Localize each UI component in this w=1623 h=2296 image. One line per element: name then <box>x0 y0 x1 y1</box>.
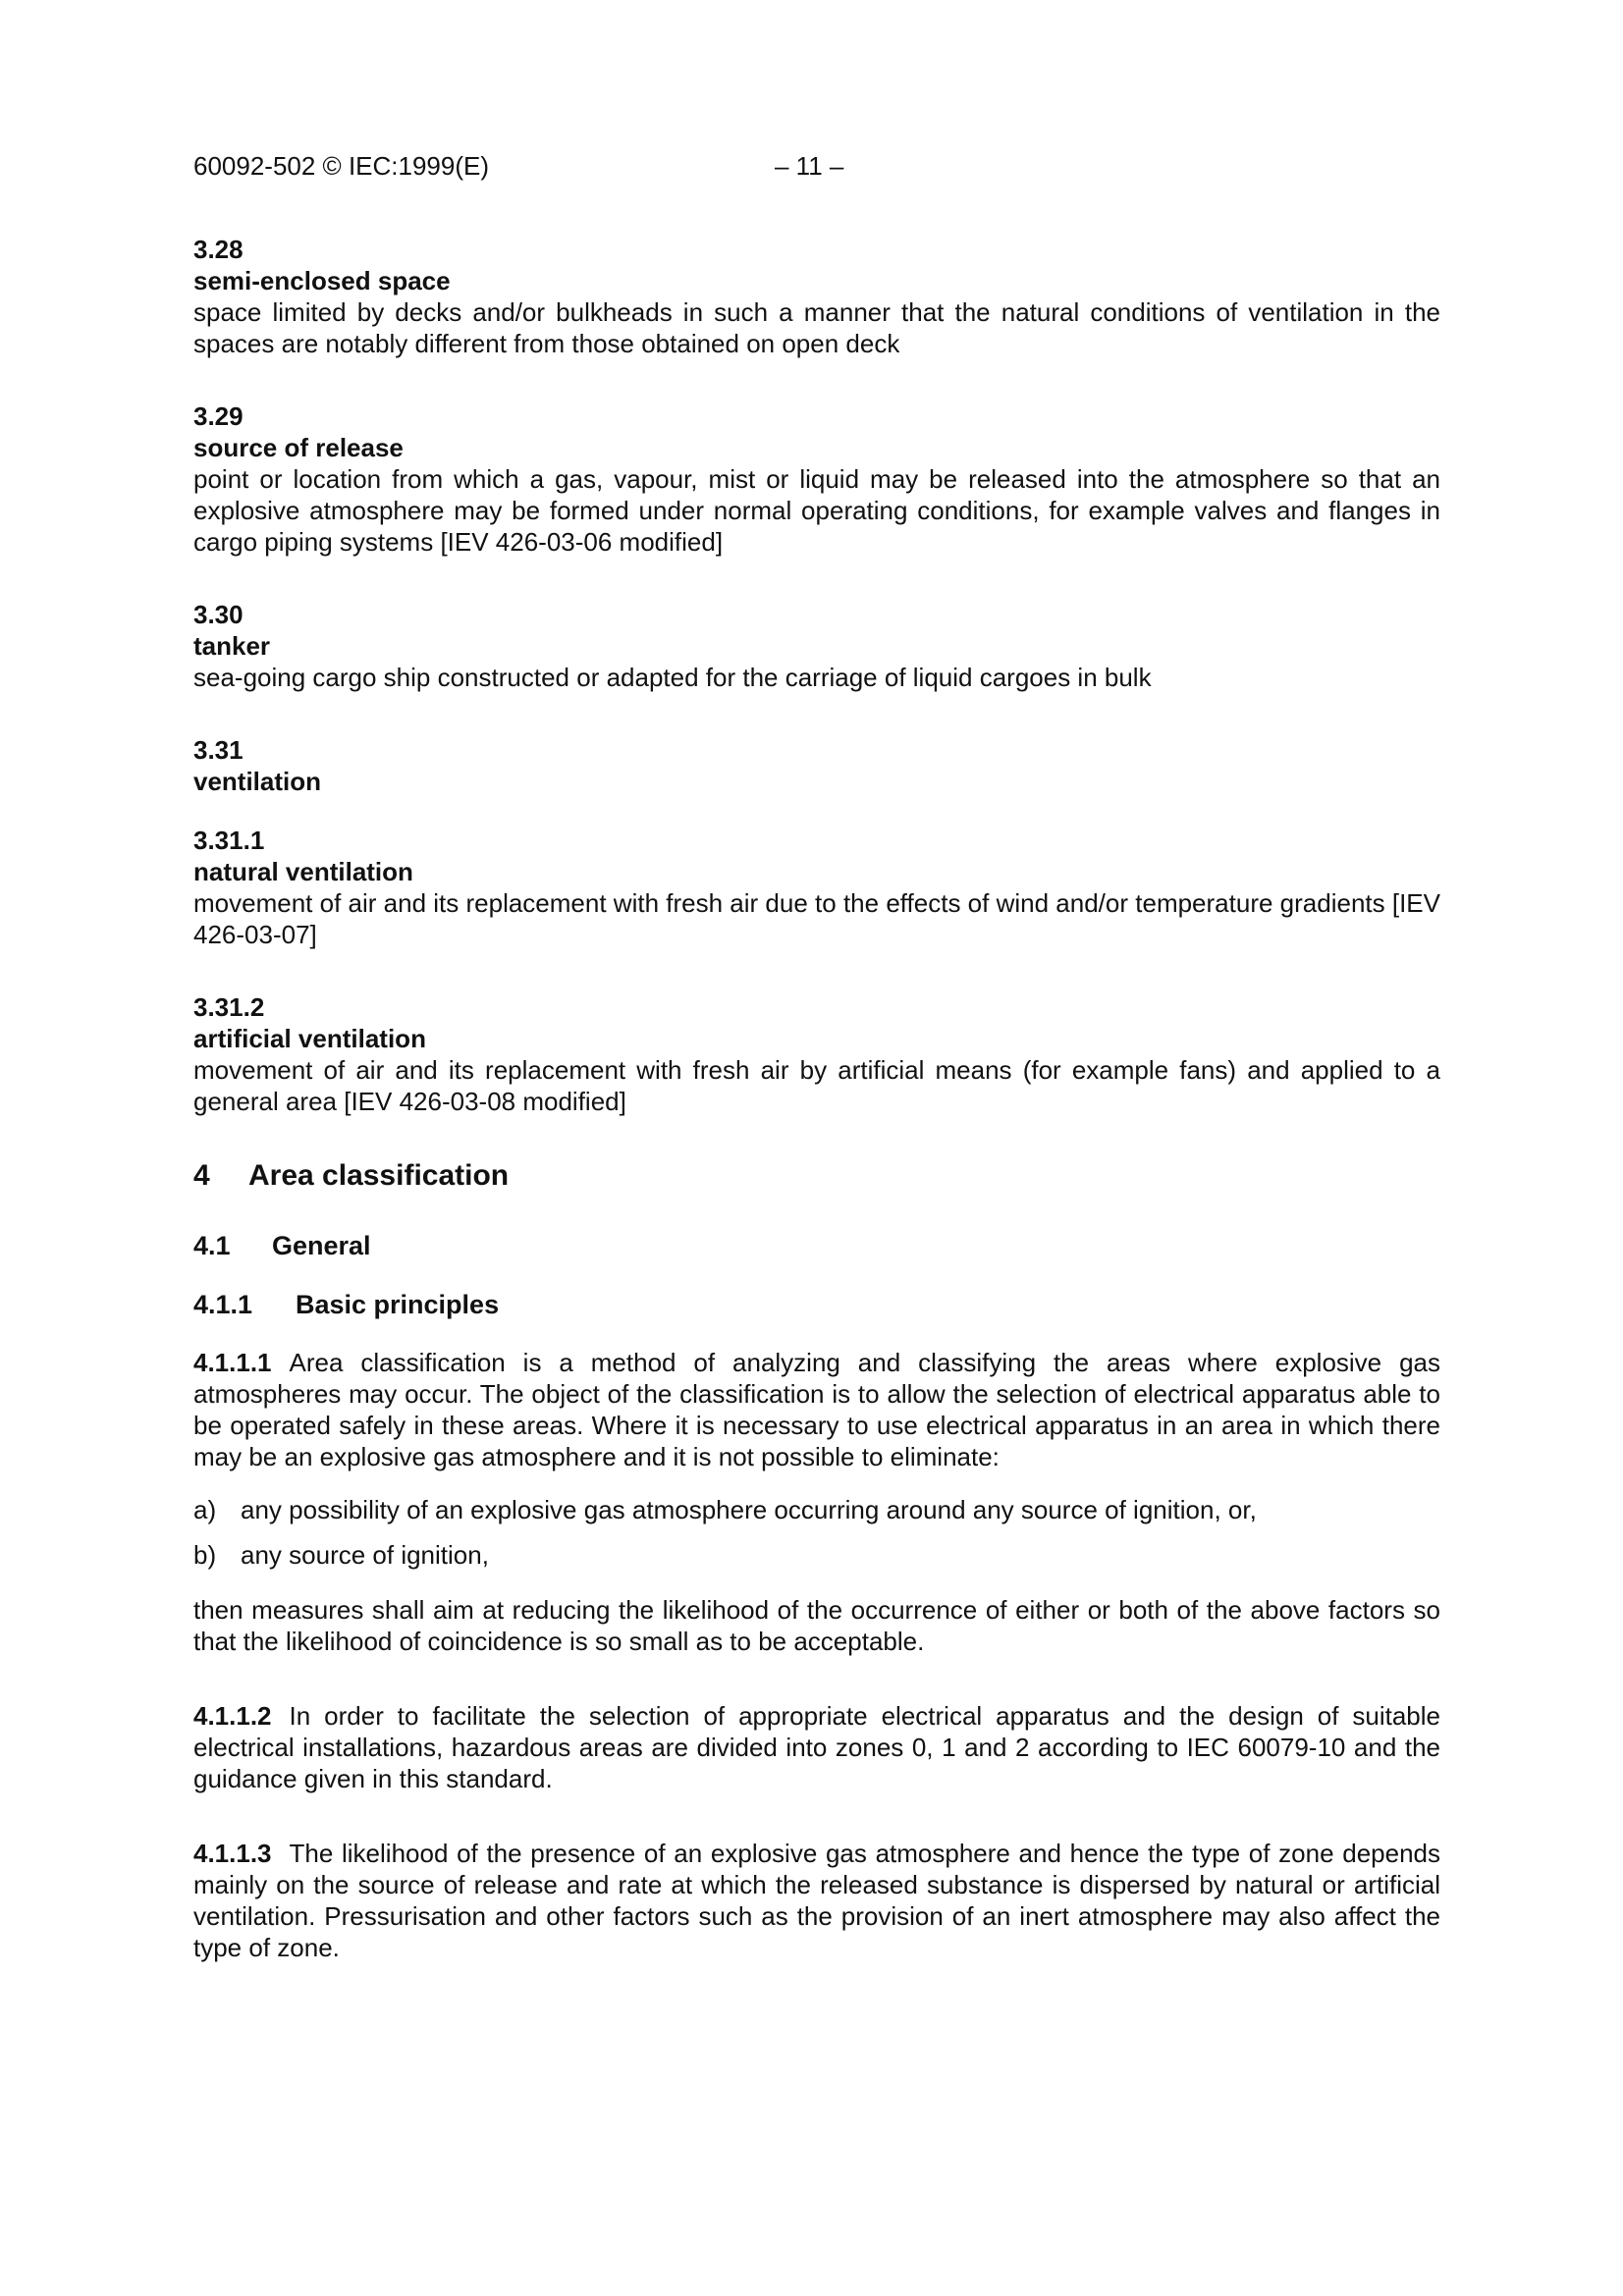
document-id: 60092-502 © IEC:1999(E) <box>193 151 490 181</box>
section-heading <box>193 1158 1440 1194</box>
term-name: artificial ventilation <box>193 1024 426 1053</box>
section-title: Area classification <box>248 1159 510 1192</box>
term-definition: point or location from which a gas, vapour, mist or liquid may be released into the atmosphere so that an explosive atmosphere may be formed under normal operating conditions, for example valves and flanges in cargo piping systems [IEV 426-03-06 modified] <box>193 464 1440 557</box>
list-item <box>193 1494 1440 1525</box>
term-entry <box>193 400 1440 558</box>
list-label: a) <box>193 1495 217 1524</box>
term-definition: movement of air and its replacement with fresh air by artificial means (for example fans) and applied to a general area [IEV 426-03-08 modified] <box>193 1055 1440 1116</box>
clause-text: In order to facilitate the selection of appropriate electrical apparatus and the design of suitable electrical installations, hazardous areas are divided into zones 0, 1 and 2 according to IEC 60079-10 and the guidance given in this standard. <box>193 1701 1440 1793</box>
term-number: 3.31 <box>193 735 243 765</box>
term-name: ventilation <box>193 767 322 796</box>
term-definition: movement of air and its replacement with fresh air due to the effects of wind and/or temperature gradients [IEV 426-03-07] <box>193 888 1440 949</box>
clause-continuation: then measures shall aim at reducing the likelihood of the occurrence of either or both of the above factors so that the likelihood of coincidence is so small as to be acceptable. <box>193 1595 1440 1656</box>
subsection-number: 4.1 <box>193 1231 231 1260</box>
term-number: 3.31.1 <box>193 826 265 855</box>
term-entry <box>193 599 1440 693</box>
clause-number: 4.1.1.3 <box>193 1839 272 1868</box>
list-text: any source of ignition, <box>241 1540 489 1570</box>
term-number: 3.28 <box>193 235 243 264</box>
list-item <box>193 1539 1440 1571</box>
term-name: natural ventilation <box>193 857 413 886</box>
clause-paragraph <box>193 1700 1440 1794</box>
term-name: semi-enclosed space <box>193 266 451 295</box>
subsection-title: General <box>272 1231 371 1260</box>
subsubsection-title: Basic principles <box>296 1290 500 1319</box>
page-content <box>193 234 1440 1985</box>
page-number: – 11 – <box>775 151 844 181</box>
term-number: 3.30 <box>193 600 243 629</box>
list-text: any possibility of an explosive gas atmosphere occurring around any source of ignition, or, <box>241 1495 1257 1524</box>
clause-paragraph <box>193 1838 1440 1963</box>
subsubsection-heading <box>193 1288 1440 1321</box>
term-number: 3.29 <box>193 401 243 431</box>
term-number: 3.31.2 <box>193 992 265 1022</box>
term-entry <box>193 825 1440 950</box>
term-name: tanker <box>193 631 271 661</box>
term-definition: sea-going cargo ship constructed or adapted for the carriage of liquid cargoes in bulk <box>193 663 1152 692</box>
clause-paragraph <box>193 1347 1440 1472</box>
term-definition: space limited by decks and/or bulkheads in such a manner that the natural conditions of ventilation in the spaces are notably different from those obtained on open deck <box>193 297 1440 358</box>
term-entry <box>193 234 1440 359</box>
subsection-heading <box>193 1229 1440 1262</box>
term-entry <box>193 734 1440 797</box>
term-entry <box>193 991 1440 1117</box>
page-header <box>193 149 1440 183</box>
term-name: source of release <box>193 433 404 462</box>
clause-text: Area classification is a method of analyzing and classifying the areas where explosive gas atmospheres may occur. The object of the classification is to allow the selection of electrical apparatus able to be operated safely in these areas. Where it is necessary to use electrical apparatus in an area in which there may be an explosive gas atmosphere and it is not possible to eliminate: <box>193 1348 1440 1471</box>
list-label: b) <box>193 1540 217 1570</box>
section-number: 4 <box>193 1159 210 1192</box>
subsubsection-number: 4.1.1 <box>193 1290 253 1319</box>
clause-number: 4.1.1.2 <box>193 1701 272 1731</box>
clause-text: The likelihood of the presence of an explosive gas atmosphere and hence the type of zone depends mainly on the source of release and rate at which the released substance is dispersed by natural or artificial ventilation. Pressurisation and other factors such as the provision of an inert atmosphere may also affect the type of zone. <box>193 1839 1440 1962</box>
clause-number: 4.1.1.1 <box>193 1348 272 1377</box>
